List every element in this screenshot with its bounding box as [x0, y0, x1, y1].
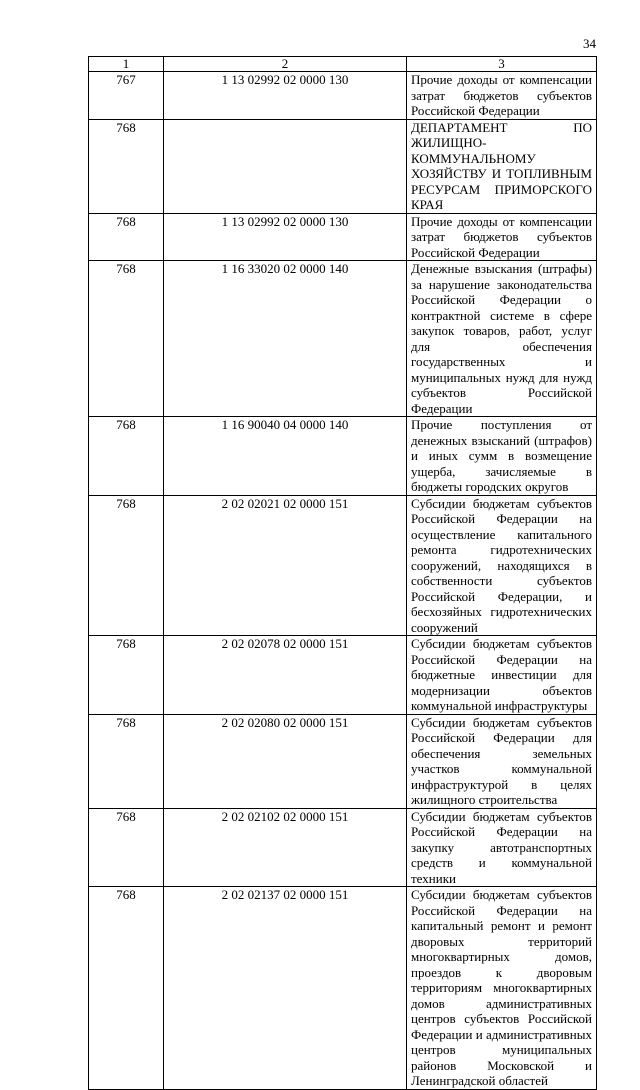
table-body: [89, 72, 597, 1090]
kbk-code-cell: 2 02 02102 02 0000 151: [164, 808, 407, 887]
admin-code-cell: 768: [89, 261, 164, 417]
admin-code-cell: 768: [89, 636, 164, 715]
revenue-name-cell: Субсидии бюджетам субъектов Российской Федерации для обеспечения земельных участков коммунальной инфраструктурой в целях жилищного строительства: [407, 714, 597, 808]
admin-code-cell: 767: [89, 72, 164, 120]
revenue-name-cell: Субсидии бюджетам субъектов Российской Федерации на осуществление капитального ремонта гидротехнических сооружений, находящихся в собственности субъектов Российской Федерации, и бесхозяйных гидротехнических сооружений: [407, 495, 597, 636]
header-row: [89, 57, 597, 72]
admin-code-cell: 768: [89, 213, 164, 261]
revenue-name-cell: Денежные взыскания (штрафы) за нарушение законодательства Российской Федерации о контрактной системе в сфере закупок товаров, работ, услуг для обеспечения государственных и муниципальных нужд для нужд субъектов Российской Федерации: [407, 261, 597, 417]
kbk-code-cell: 2 02 02078 02 0000 151: [164, 636, 407, 715]
admin-code-cell: 768: [89, 417, 164, 496]
revenue-name-cell: Субсидии бюджетам субъектов Российской Федерации на капитальный ремонт и ремонт дворовых территорий многоквартирных домов, проездов к дворовым территориям многоквартирных домов административных центров субъектов Российской Федерации и административных центров муниципальных районов Московской и Ленинградской областей: [407, 887, 597, 1090]
header-col-1: 1: [89, 57, 164, 72]
table-row: [89, 636, 597, 715]
header-col-2: 2: [164, 57, 407, 72]
admin-code-cell: 768: [89, 887, 164, 1090]
revenue-name-cell: Субсидии бюджетам субъектов Российской Федерации на закупку автотранспортных средств и коммунальной техники: [407, 808, 597, 887]
department-name-cell: ДЕПАРТАМЕНТ ПО ЖИЛИЩНО-КОММУНАЛЬНОМУ ХОЗЯЙСТВУ И ТОПЛИВНЫМ РЕСУРСАМ ПРИМОРСКОГО КРАЯ: [407, 119, 597, 213]
table-row: [89, 495, 597, 636]
kbk-code-cell: 1 13 02992 02 0000 130: [164, 72, 407, 120]
kbk-code-cell: 2 02 02137 02 0000 151: [164, 887, 407, 1090]
revenue-name-cell: Прочие доходы от компенсации затрат бюджетов субъектов Российской Федерации: [407, 72, 597, 120]
admin-code-cell: 768: [89, 808, 164, 887]
table-row: [89, 714, 597, 808]
table-row: [89, 72, 597, 120]
table-header: [89, 57, 597, 72]
admin-code-cell: 768: [89, 495, 164, 636]
table-row: [89, 887, 597, 1090]
kbk-code-cell: 2 02 02080 02 0000 151: [164, 714, 407, 808]
page-number: 34: [583, 36, 596, 51]
admin-code-cell: 768: [89, 119, 164, 213]
revenue-name-cell: Прочие поступления от денежных взысканий (штрафов) и иных сумм в возмещение ущерба, зачисляемые в бюджеты городских округов: [407, 417, 597, 496]
kbk-code-cell: 1 13 02992 02 0000 130: [164, 213, 407, 261]
table-row: [89, 261, 597, 417]
table-row: [89, 213, 597, 261]
revenue-name-cell: Прочие доходы от компенсации затрат бюджетов субъектов Российской Федерации: [407, 213, 597, 261]
kbk-code-cell: 1 16 90040 04 0000 140: [164, 417, 407, 496]
revenue-name-cell: Субсидии бюджетам субъектов Российской Федерации на бюджетные инвестиции для модернизации объектов коммунальной инфраструктуры: [407, 636, 597, 715]
admin-code-cell: 768: [89, 714, 164, 808]
header-col-3: 3: [407, 57, 597, 72]
table-row: [89, 808, 597, 887]
budget-revenue-table: [88, 56, 597, 1090]
kbk-code-cell: [164, 119, 407, 213]
kbk-code-cell: 2 02 02021 02 0000 151: [164, 495, 407, 636]
kbk-code-cell: 1 16 33020 02 0000 140: [164, 261, 407, 417]
table-row: [89, 119, 597, 213]
table-row: [89, 417, 597, 496]
